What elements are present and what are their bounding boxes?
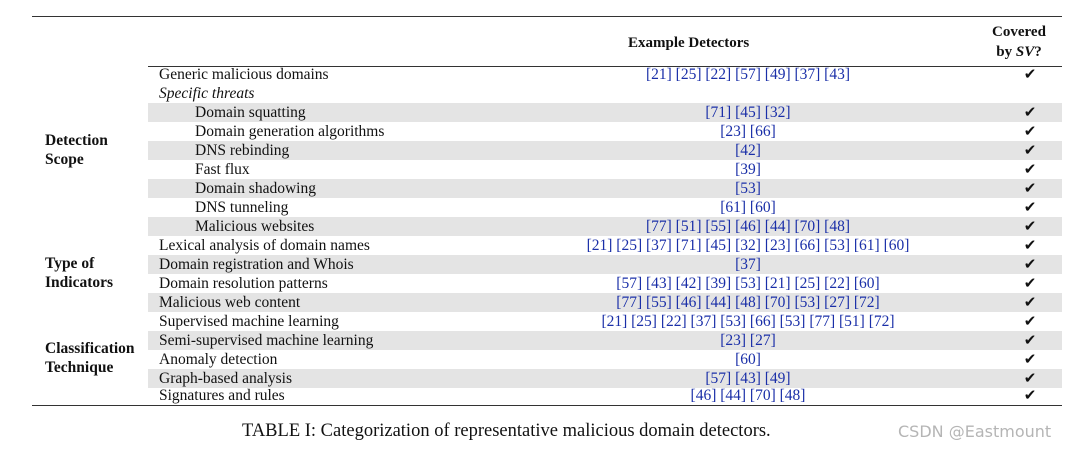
table-row	[148, 255, 1062, 274]
header-covered-line1: Covered	[992, 24, 1046, 40]
group-detection-scope: Detection Scope	[45, 132, 108, 168]
row-label: Signatures and rules	[159, 387, 285, 404]
row-label: Semi-supervised machine learning	[159, 332, 374, 349]
table-row	[148, 217, 1062, 236]
header-covered-q: ?	[1034, 44, 1042, 60]
header-covered	[986, 22, 1052, 62]
check-icon: ✔	[1023, 236, 1037, 254]
table-row	[148, 122, 1062, 141]
table-row	[148, 274, 1062, 293]
check-icon: ✔	[1023, 350, 1037, 368]
table-row	[148, 141, 1062, 160]
top-rule	[32, 16, 1062, 17]
check-icon: ✔	[1023, 103, 1037, 121]
table-row	[148, 331, 1062, 350]
table-row	[148, 198, 1062, 217]
table-row	[148, 236, 1062, 255]
row-refs: [37]	[735, 256, 761, 273]
row-refs: [21] [25] [22] [37] [53] [66] [53] [77] [51] [72]	[601, 313, 895, 330]
row-refs: [53]	[735, 180, 761, 197]
row-refs: [21] [25] [22] [57] [49] [37] [43]	[645, 66, 850, 83]
row-label: Domain resolution patterns	[159, 275, 328, 292]
check-icon: ✔	[1023, 122, 1037, 140]
header-covered-line2	[986, 42, 1052, 62]
table-row	[148, 293, 1062, 312]
row-label: Domain registration and Whois	[159, 256, 354, 273]
row-refs: [61] [60]	[720, 199, 776, 216]
table-row	[148, 160, 1062, 179]
row-refs: [39]	[735, 161, 761, 178]
check-icon: ✔	[1023, 217, 1037, 235]
table-caption: TABLE I: Categorization of representative malicious domain detectors.	[242, 421, 771, 441]
check-icon: ✔	[1023, 160, 1037, 178]
row-refs: [71] [45] [32]	[705, 104, 791, 121]
watermark: CSDN @Eastmount	[898, 422, 1052, 441]
row-label: Domain shadowing	[195, 180, 316, 197]
row-label: Fast flux	[195, 161, 250, 178]
row-label: Generic malicious domains	[159, 66, 329, 83]
header-covered-sv: SV	[1015, 44, 1035, 60]
row-refs: [46] [44] [70] [48]	[690, 387, 806, 404]
row-refs: [42]	[735, 142, 761, 159]
group-type-of-indicators: Type of Indicators	[45, 255, 114, 291]
row-refs: [57] [43] [49]	[705, 370, 791, 387]
check-icon: ✔	[1023, 386, 1037, 404]
table-row	[148, 386, 1062, 405]
row-label: Anomaly detection	[159, 351, 278, 368]
row-refs: [23] [66]	[720, 123, 776, 140]
row-refs: [23] [27]	[720, 332, 776, 349]
check-icon: ✔	[1023, 179, 1037, 197]
check-icon: ✔	[1023, 369, 1037, 387]
check-icon: ✔	[1023, 274, 1037, 292]
row-label: Specific threats	[159, 85, 255, 102]
check-icon: ✔	[1023, 312, 1037, 330]
row-refs: [60]	[735, 351, 761, 368]
group-classification-technique: Classification Technique	[45, 340, 135, 376]
table-row	[148, 84, 1062, 103]
row-refs: [21] [25] [37] [71] [45] [32] [23] [66] [53] [61] [60]	[586, 237, 910, 254]
table-row	[148, 179, 1062, 198]
row-label: Graph-based analysis	[159, 370, 292, 387]
check-icon: ✔	[1023, 255, 1037, 273]
check-icon: ✔	[1023, 141, 1037, 159]
table-row	[148, 312, 1062, 331]
bottom-rule	[32, 405, 1062, 406]
row-label: Supervised machine learning	[159, 313, 339, 330]
row-refs: [77] [55] [46] [44] [48] [70] [53] [27] [72]	[616, 294, 880, 311]
check-icon: ✔	[1023, 65, 1037, 83]
row-label: Malicious web content	[159, 294, 301, 311]
row-label: Lexical analysis of domain names	[159, 237, 370, 254]
row-refs: [57] [43] [42] [39] [53] [21] [25] [22] [60]	[616, 275, 880, 292]
check-icon: ✔	[1023, 331, 1037, 349]
row-label: Malicious websites	[195, 218, 315, 235]
header-covered-by: by	[996, 44, 1016, 60]
header-example-detectors: Example Detectors	[628, 35, 750, 51]
check-icon: ✔	[1023, 198, 1037, 216]
row-label: Domain squatting	[195, 104, 306, 121]
row-refs: [77] [51] [55] [46] [44] [70] [48]	[645, 218, 850, 235]
row-label: DNS tunneling	[195, 199, 289, 216]
table-row	[148, 350, 1062, 369]
table-row	[148, 65, 1062, 84]
row-label: DNS rebinding	[195, 142, 290, 159]
row-label: Domain generation algorithms	[195, 123, 385, 140]
table-row	[148, 103, 1062, 122]
check-icon: ✔	[1023, 293, 1037, 311]
